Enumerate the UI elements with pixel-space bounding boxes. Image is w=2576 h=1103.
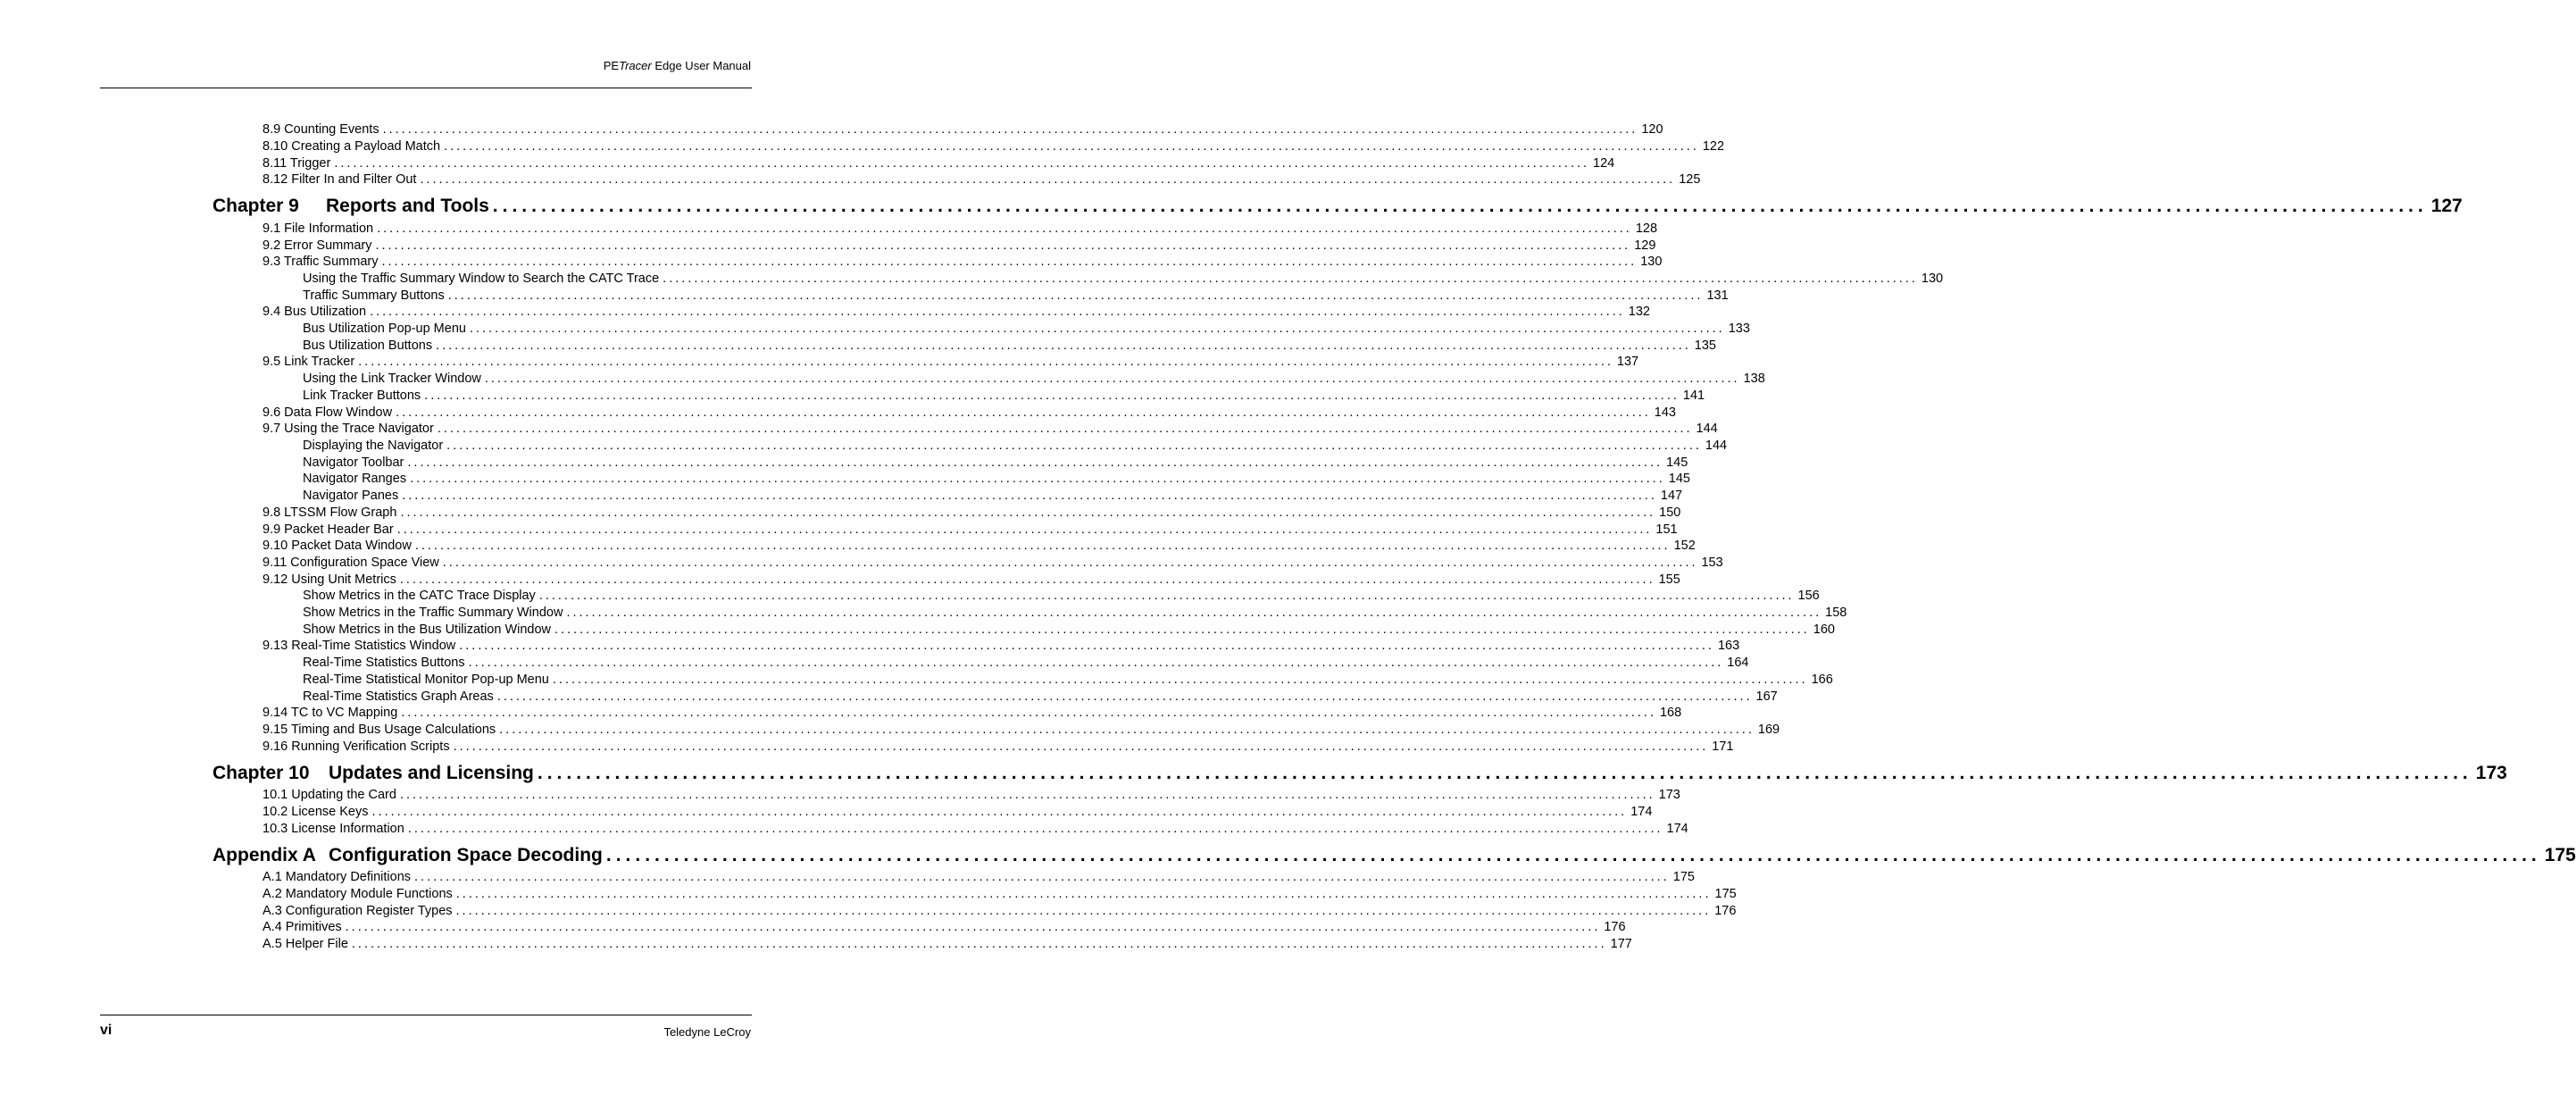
toc-entry[interactable] bbox=[263, 572, 1680, 588]
toc-page-number: 155 bbox=[1658, 572, 1680, 587]
toc-page-number: 132 bbox=[1628, 305, 1650, 319]
toc-entry[interactable] bbox=[263, 722, 1780, 738]
toc-page-number: 173 bbox=[1658, 788, 1680, 802]
toc-leader-dots: ........................................................................................................................................................................................................ bbox=[370, 305, 1625, 319]
toc-page-number: 173 bbox=[2475, 763, 2507, 783]
toc-entry[interactable] bbox=[263, 821, 1688, 837]
toc-page-number: 145 bbox=[1666, 455, 1688, 470]
toc-page-number: 168 bbox=[1659, 706, 1682, 720]
toc-page-number: 177 bbox=[1610, 937, 1632, 951]
toc-entry-title: A.2 Mandatory Module Functions bbox=[263, 887, 453, 901]
toc-entry-title: 9.2 Error Summary bbox=[263, 238, 372, 253]
toc-leader-dots: ........................................................................................................................................................................................................ bbox=[492, 196, 2428, 216]
toc-entry-title: 9.10 Packet Data Window bbox=[263, 539, 412, 553]
toc-entry[interactable] bbox=[263, 555, 1723, 571]
toc-page-number: 124 bbox=[1593, 156, 1615, 171]
toc-entry[interactable] bbox=[263, 421, 1718, 437]
toc-page-number: 143 bbox=[1654, 405, 1676, 420]
toc-chapter-entry[interactable] bbox=[213, 195, 2463, 218]
toc-entry[interactable] bbox=[263, 522, 1678, 538]
toc-leader-dots: ........................................................................................................................................................................................................ bbox=[436, 338, 1691, 353]
header-title-prefix: PE bbox=[603, 59, 620, 72]
toc-entry-title bbox=[213, 762, 534, 785]
toc-leader-dots: ........................................................................................................................................................................................................ bbox=[382, 122, 1638, 137]
toc-page-number: 158 bbox=[1825, 606, 1847, 620]
toc-entry-title: 9.11 Configuration Space View bbox=[263, 556, 439, 570]
toc-page-number: 144 bbox=[1696, 422, 1718, 436]
header-title-italic: Tracer bbox=[619, 59, 652, 72]
toc-page-number: 176 bbox=[1604, 920, 1626, 934]
toc-entry[interactable] bbox=[303, 471, 1690, 487]
toc-entry[interactable] bbox=[263, 886, 1737, 902]
toc-entry-title: Bus Utilization Buttons bbox=[303, 338, 433, 353]
toc-entry-title: A.3 Configuration Register Types bbox=[263, 904, 453, 918]
toc-page-number: 175 bbox=[1672, 870, 1695, 884]
toc-page-number: 138 bbox=[1743, 372, 1765, 386]
toc-chapter-number: Appendix A bbox=[213, 845, 316, 865]
toc-entry-title: Bus Utilization Pop-up Menu bbox=[303, 322, 466, 336]
toc-page-number: 127 bbox=[2430, 196, 2463, 216]
footer-page-number: vi bbox=[100, 1023, 113, 1038]
toc-entry[interactable] bbox=[263, 787, 1680, 803]
toc-entry[interactable] bbox=[263, 638, 1740, 654]
toc-entry[interactable] bbox=[263, 804, 1653, 820]
toc-entry[interactable] bbox=[303, 488, 1683, 504]
toc-page-number: 156 bbox=[1797, 589, 1820, 603]
toc-entry-title: Show Metrics in the Traffic Summary Window bbox=[303, 606, 563, 620]
toc-entry-title: Real-Time Statistics Buttons bbox=[303, 656, 465, 670]
toc-page-number: 122 bbox=[1702, 139, 1725, 154]
toc-entry[interactable] bbox=[263, 505, 1681, 521]
toc-leader-dots: ........................................................................................................................................................................................................ bbox=[605, 845, 2541, 865]
toc-leader-dots: ........................................................................................................................................................................................................ bbox=[407, 822, 1663, 836]
toc-leader-dots: ........................................................................................................................................................................................................ bbox=[414, 870, 1670, 884]
toc-entry-title: 9.16 Running Verification Scripts bbox=[263, 740, 450, 754]
toc-entry[interactable] bbox=[263, 739, 1734, 755]
toc-entry-title: A.1 Mandatory Definitions bbox=[263, 870, 412, 884]
toc-entry-title: 9.7 Using the Trace Navigator bbox=[263, 422, 434, 436]
toc-page-number: 137 bbox=[1616, 355, 1639, 369]
toc-entry[interactable] bbox=[303, 689, 1778, 705]
toc-entry[interactable] bbox=[263, 354, 1639, 370]
toc-entry[interactable] bbox=[263, 221, 1658, 237]
toc-entry-title: 9.1 File Information bbox=[263, 221, 374, 236]
toc-page-number: 130 bbox=[1640, 255, 1663, 269]
toc-entry-title: 9.12 Using Unit Metrics bbox=[263, 572, 396, 587]
toc-leader-dots: ........................................................................................................................................................................................................ bbox=[455, 904, 1712, 918]
toc-leader-dots: ........................................................................................................................................................................................................ bbox=[469, 322, 1725, 336]
toc-entry-title: Using the Traffic Summary Window to Search the CATC Trace bbox=[303, 272, 660, 286]
toc-entry-title: 9.9 Packet Header Bar bbox=[263, 522, 394, 537]
toc-leader-dots: ........................................................................................................................................................................................................ bbox=[400, 506, 1656, 520]
toc-entry-title bbox=[213, 195, 489, 218]
toc-entry-title: 9.14 TC to VC Mapping bbox=[263, 706, 398, 720]
toc-page-number: 171 bbox=[1712, 740, 1734, 754]
toc-page-number: 135 bbox=[1694, 338, 1716, 353]
toc-entry[interactable] bbox=[303, 672, 1833, 688]
toc-page-number: 141 bbox=[1682, 389, 1705, 403]
toc-leader-dots: ........................................................................................................................................................................................................ bbox=[358, 355, 1613, 369]
footer-company: Teledyne LeCroy bbox=[663, 1025, 751, 1039]
toc-page-number: 174 bbox=[1666, 822, 1688, 836]
toc-entry-title: 10.1 Updating the Card bbox=[263, 788, 396, 802]
toc-page-number: 125 bbox=[1679, 172, 1701, 187]
toc-leader-dots: ........................................................................................................................................................................................................ bbox=[414, 539, 1671, 553]
toc-leader-dots: ........................................................................................................................................................................................................ bbox=[420, 172, 1676, 187]
toc-entry[interactable] bbox=[263, 304, 1650, 320]
toc-entry[interactable] bbox=[303, 438, 1728, 454]
toc-entry[interactable] bbox=[303, 388, 1705, 404]
toc-entry-title: 9.4 Bus Utilization bbox=[263, 305, 367, 319]
toc-entry[interactable] bbox=[263, 405, 1676, 421]
toc-entry-title: Navigator Toolbar bbox=[303, 455, 404, 470]
toc-entry[interactable] bbox=[263, 171, 1701, 188]
toc-leader-dots: ........................................................................................................................................................................................................ bbox=[399, 788, 1655, 802]
toc-chapter-title: Reports and Tools bbox=[326, 196, 489, 216]
toc-leader-dots: ........................................................................................................................................................................................................ bbox=[437, 422, 1693, 436]
toc-entry-title: 10.2 License Keys bbox=[263, 805, 369, 819]
toc-page-number: 151 bbox=[1655, 522, 1678, 537]
toc-leader-dots: ........................................................................................................................................................................................................ bbox=[334, 156, 1590, 171]
toc-page-number: 169 bbox=[1757, 723, 1780, 737]
toc-page-number: 130 bbox=[1921, 272, 1944, 286]
toc-entry[interactable] bbox=[263, 254, 1663, 270]
toc-page-number: 174 bbox=[1630, 805, 1653, 819]
toc-entry-title: Real-Time Statistical Monitor Pop-up Menu bbox=[303, 673, 549, 687]
toc-page-number: 175 bbox=[2544, 845, 2576, 865]
toc-chapter-entry[interactable] bbox=[213, 762, 2507, 785]
toc-entry[interactable] bbox=[303, 371, 1765, 387]
toc-leader-dots: ........................................................................................................................................................................................................ bbox=[351, 937, 1607, 951]
toc-entry[interactable] bbox=[263, 705, 1682, 721]
toc-leader-dots: ........................................................................................................................................................................................................ bbox=[371, 805, 1628, 819]
toc-leader-dots: ........................................................................................................................................................................................................ bbox=[377, 221, 1632, 236]
toc-entry[interactable] bbox=[263, 538, 1696, 554]
toc-chapter-title: Configuration Space Decoding bbox=[329, 845, 603, 865]
toc-entry-title: Show Metrics in the CATC Trace Display bbox=[303, 589, 536, 603]
toc-leader-dots: ........................................................................................................................................................................................................ bbox=[499, 723, 1755, 737]
toc-entry-title: Show Metrics in the Bus Utilization Window bbox=[303, 623, 552, 637]
toc-leader-dots: ........................................................................................................................................................................................................ bbox=[459, 639, 1714, 653]
toc-page-number: 133 bbox=[1728, 322, 1750, 336]
toc-page-number: 164 bbox=[1727, 656, 1749, 670]
toc-leader-dots: ........................................................................................................................................................................................................ bbox=[402, 489, 1657, 503]
toc-leader-dots: ........................................................................................................................................................................................................ bbox=[496, 689, 1753, 704]
toc-page-number: 145 bbox=[1668, 472, 1690, 486]
toc-entry-title: Traffic Summary Buttons bbox=[303, 288, 445, 303]
toc-leader-dots: ........................................................................................................................................................................................................ bbox=[447, 288, 1704, 303]
toc-entry-title bbox=[213, 844, 603, 867]
toc-leader-dots: ........................................................................................................................................................................................................ bbox=[375, 238, 1631, 253]
toc-entry[interactable] bbox=[303, 288, 1729, 304]
toc-entry-title: 10.3 License Information bbox=[263, 822, 404, 836]
toc-entry-title: Real-Time Statistics Graph Areas bbox=[303, 689, 494, 704]
toc-entry-title: A.4 Primitives bbox=[263, 920, 342, 934]
toc-leader-dots: ........................................................................................................................................................................................................ bbox=[410, 472, 1665, 486]
toc-leader-dots: ........................................................................................................................................................................................................ bbox=[396, 405, 1651, 420]
toc-entry-title: 8.10 Creating a Payload Match bbox=[263, 139, 441, 154]
toc-entry[interactable] bbox=[263, 121, 1663, 138]
toc-entry[interactable] bbox=[263, 869, 1695, 885]
toc-entry[interactable] bbox=[303, 605, 1847, 621]
toc-entry-title: 9.8 LTSSM Flow Graph bbox=[263, 506, 397, 520]
toc-page-number: 163 bbox=[1717, 639, 1740, 653]
toc-entry-title: Navigator Ranges bbox=[303, 472, 407, 486]
toc-leader-dots: ........................................................................................................................................................................................................ bbox=[554, 623, 1810, 637]
toc-entry[interactable] bbox=[263, 903, 1737, 919]
toc-page-number: 131 bbox=[1706, 288, 1729, 303]
toc-leader-dots: ........................................................................................................................................................................................................ bbox=[444, 139, 1699, 154]
toc-entry[interactable] bbox=[303, 455, 1688, 471]
toc-leader-dots: ........................................................................................................................................................................................................ bbox=[446, 439, 1702, 453]
toc-entry[interactable] bbox=[263, 138, 1725, 155]
toc-chapter-entry[interactable] bbox=[213, 844, 2576, 867]
toc-entry-title: 8.12 Filter In and Filter Out bbox=[263, 172, 417, 187]
toc-entry-title: 9.3 Traffic Summary bbox=[263, 255, 379, 269]
toc-entry[interactable] bbox=[263, 238, 1656, 254]
toc-page-number: 128 bbox=[1635, 221, 1658, 236]
toc-entry-title: 9.15 Timing and Bus Usage Calculations bbox=[263, 723, 496, 737]
toc-entry[interactable] bbox=[263, 155, 1615, 171]
toc-page-number: 129 bbox=[1634, 238, 1656, 253]
toc-page-number: 166 bbox=[1811, 673, 1833, 687]
toc-entry[interactable] bbox=[263, 936, 1632, 952]
toc-entry-title: Link Tracker Buttons bbox=[303, 389, 421, 403]
toc-leader-dots: ........................................................................................................................................................................................................ bbox=[407, 455, 1663, 470]
toc-page-number: 144 bbox=[1705, 439, 1728, 453]
toc-page-number: 153 bbox=[1701, 556, 1723, 570]
toc-leader-dots: ........................................................................................................................................................................................................ bbox=[566, 606, 1822, 620]
toc-page-number: 167 bbox=[1755, 689, 1778, 704]
toc-entry-title: 8.9 Counting Events bbox=[263, 122, 379, 137]
toc-chapter-number: Chapter 9 bbox=[213, 196, 299, 216]
toc-entry-title: 9.6 Data Flow Window bbox=[263, 405, 393, 420]
toc-leader-dots: ........................................................................................................................................................................................................ bbox=[538, 589, 1795, 603]
toc-leader-dots: ........................................................................................................................................................................................................ bbox=[381, 255, 1638, 269]
toc-page-number: 176 bbox=[1714, 904, 1737, 918]
toc-entry[interactable] bbox=[303, 655, 1749, 671]
toc-entry-title: 9.13 Real-Time Statistics Window bbox=[263, 639, 456, 653]
toc-leader-dots: ........................................................................................................................................................................................................ bbox=[552, 673, 1808, 687]
toc-leader-dots: ........................................................................................................................................................................................................ bbox=[468, 656, 1724, 670]
toc-entry-title: Displaying the Navigator bbox=[303, 439, 444, 453]
toc-leader-dots: ........................................................................................................................................................................................................ bbox=[537, 763, 2472, 783]
toc-entry-title: Using the Link Tracker Window bbox=[303, 372, 481, 386]
toc-leader-dots: ........................................................................................................................................................................................................ bbox=[345, 920, 1601, 934]
toc-leader-dots: ........................................................................................................................................................................................................ bbox=[484, 372, 1740, 386]
toc-entry[interactable] bbox=[303, 338, 1716, 354]
toc-leader-dots: ........................................................................................................................................................................................................ bbox=[401, 706, 1656, 720]
toc-entry[interactable] bbox=[303, 622, 1835, 638]
toc-entry-title: 9.5 Link Tracker bbox=[263, 355, 355, 369]
toc-leader-dots: ........................................................................................................................................................................................................ bbox=[424, 389, 1680, 403]
toc-page-number: 152 bbox=[1673, 539, 1696, 553]
toc-entry-title: A.5 Helper File bbox=[263, 937, 348, 951]
toc-entry-title: Navigator Panes bbox=[303, 489, 399, 503]
toc-page-number: 120 bbox=[1641, 122, 1663, 137]
toc-entry[interactable] bbox=[263, 919, 1626, 935]
toc-page-number: 150 bbox=[1659, 506, 1681, 520]
toc-leader-dots: ........................................................................................................................................................................................................ bbox=[663, 272, 1918, 286]
toc-entry[interactable] bbox=[303, 271, 1944, 287]
header-title-suffix: Edge User Manual bbox=[651, 59, 751, 72]
toc-leader-dots: ........................................................................................................................................................................................................ bbox=[455, 887, 1712, 901]
toc-leader-dots: ........................................................................................................................................................................................................ bbox=[399, 572, 1655, 587]
toc-page-number: 175 bbox=[1714, 887, 1737, 901]
toc-chapter-title: Updates and Licensing bbox=[329, 763, 534, 783]
toc-entry[interactable] bbox=[303, 321, 1750, 337]
toc-entry-title: 8.11 Trigger bbox=[263, 156, 331, 171]
toc-leader-dots: ........................................................................................................................................................................................................ bbox=[396, 522, 1653, 537]
toc-leader-dots: ........................................................................................................................................................................................................ bbox=[442, 556, 1698, 570]
toc-page-number: 160 bbox=[1813, 623, 1835, 637]
toc-page-number: 147 bbox=[1660, 489, 1683, 503]
toc-chapter-number: Chapter 10 bbox=[213, 763, 310, 783]
toc-entry[interactable] bbox=[303, 588, 1820, 604]
toc-leader-dots: ........................................................................................................................................................................................................ bbox=[453, 740, 1709, 754]
